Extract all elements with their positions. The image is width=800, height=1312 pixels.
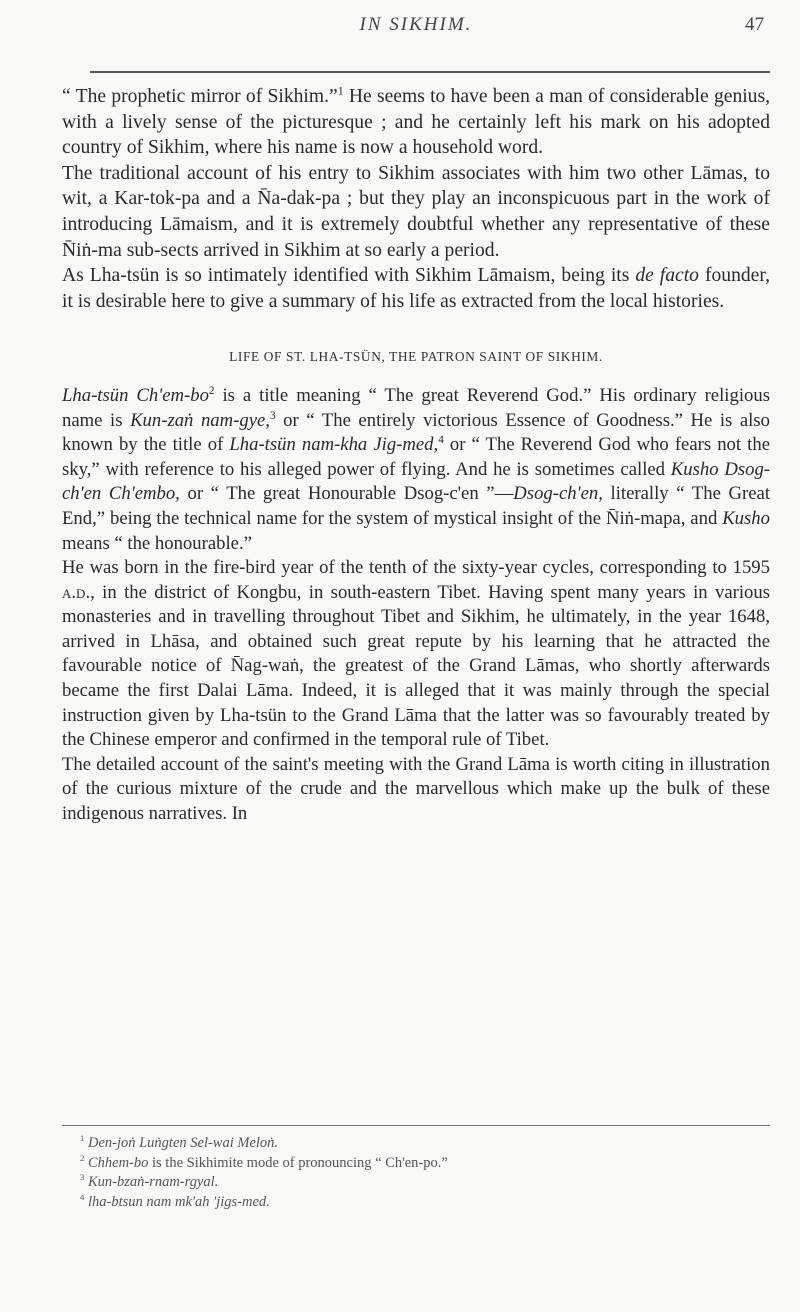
quote-text: “ The prophetic mirror of Sikhim.” [62, 86, 338, 107]
italic-term: Kusho [722, 507, 770, 529]
paragraph-text: or “ The entirely victorious Essence of Goodness.” He is also known by the title of [62, 409, 770, 456]
footnote-text: Kun-bzaṅ-rnam-rgyal. [87, 1174, 219, 1191]
paragraph-text: literally “ The Great End,” being the technical name for the system of mystical insight of the N̄iṅ-mapa, and [62, 483, 771, 529]
header-rule [90, 71, 770, 73]
paragraph: The detailed account of the saint's meeting with the Grand Lāma is worth citing in illustration of the curious mixture of the crude and the marvellous which make up the bulk of these indigenous narratives. In [62, 753, 770, 825]
footnote-mark: 1 [80, 1133, 85, 1144]
paragraph-text: founder, it is desirable here to give a summary of his life as extracted from the local histories. [62, 265, 770, 312]
paragraph-text: is a title meaning “ The great Reverend God.” His ordinary religious name is [62, 384, 770, 431]
footnote-italic: Chhem-bo [87, 1154, 149, 1171]
footnote-ref: 2 [208, 384, 215, 397]
italic-term: de facto [635, 265, 699, 287]
italic-term: Kusho Dsog-ch'en Ch'embo, [62, 458, 771, 505]
footnotes [80, 1134, 760, 1212]
paragraph [62, 384, 770, 556]
footnote-ref: 3 [269, 409, 276, 422]
footnote-mark: 2 [80, 1152, 85, 1163]
paragraph: The traditional account of his entry to Sikhim associates with him two other Lāmas, to wit, a Kar-tok-pa and a N̄a-dak-pa ; but they play an inconspicuous part in the work of introducing Lāmaism, and it is extremely doubtful whether any representative of these N̄iṅ-ma sub-sects arrived in Sikhim at so early a period. [62, 162, 770, 261]
paragraph-text: or “ The great Honourable Dsog-c'en ”— [179, 483, 514, 505]
footnote-text: is the Sikhimite mode of pronouncing “ Ch'en-po.” [148, 1154, 448, 1171]
running-title: IN SIKHIM. [359, 14, 473, 35]
footnote [80, 1134, 760, 1154]
footnote-mark: 3 [80, 1172, 85, 1183]
footnote [80, 1173, 760, 1193]
footnote-ref: 1 [337, 84, 344, 98]
paragraph-text: As Lha-tsün is so intimately identified with Sikhim Lāmaism, being its [62, 265, 636, 287]
paragraph-text: , in the district of Kongbu, in south-eastern Tibet. Having spent many years in various monasteries and in travelling throughout Tibet and Sikhim, he ultimately, in the year 1648, arrived in Lhāsa, and obtained such great repute by his learning that he attracted the favourable notice of N̄ag-waṅ, the greatest of the Grand Lāmas, who shortly afterwards became the first Dalai Lāma. Indeed, it is alleged that it was mainly through the special instruction given by Lha-tsün to the Grand Lāma that the latter was so favourably treated by the Chinese emperor and confirmed in the temporal rule of Tibet. [62, 581, 770, 751]
section-heading: LIFE OF ST. LHA-TSÜN, THE PATRON SAINT OF SIKHIM. [229, 349, 603, 365]
main-text [62, 84, 770, 827]
footnote-ref: 4 [438, 433, 444, 446]
paragraph [62, 263, 770, 314]
footnote-text: lha-btsun nam mk'ah 'jigs-med. [87, 1193, 270, 1210]
paragraph-text: He was born in the fire-bird year of the tenth of the sixty-year cycles, corresponding to 1595 [62, 557, 770, 579]
paragraph [62, 556, 770, 753]
footnote-text: Den-joṅ Luṅgten Sel-wai Meloṅ. [87, 1135, 279, 1151]
footnote-rule [62, 1125, 770, 1126]
paragraph [62, 84, 770, 161]
paragraph-text: He seems to have been a man of considerable genius, with a lively sense of the picturesque ; and he certainly left his mark on his adopted country of Sikhim, where his name is now a household word. [62, 86, 770, 159]
italic-term: Dsog-ch'en, [513, 483, 603, 505]
paragraph-text: or “ The Reverend God who fears not the sky,” with reference to his alleged power of flying. And he is sometimes called [62, 434, 770, 480]
footnote [80, 1154, 760, 1174]
page-number: 47 [745, 14, 764, 35]
era-abbreviation: a.d. [62, 581, 91, 603]
footnote-mark: 4 [80, 1191, 85, 1202]
italic-term: Lha-tsün nam-kha Jig-med, [229, 434, 439, 456]
footnote [80, 1193, 760, 1213]
italic-term: Lha-tsün Ch'em-bo [62, 384, 209, 406]
page-header [64, 8, 768, 48]
paragraph-text: means “ the honourable.” [62, 532, 252, 554]
section-body [62, 384, 770, 827]
italic-term: Kun-zaṅ nam-gye, [130, 409, 270, 431]
